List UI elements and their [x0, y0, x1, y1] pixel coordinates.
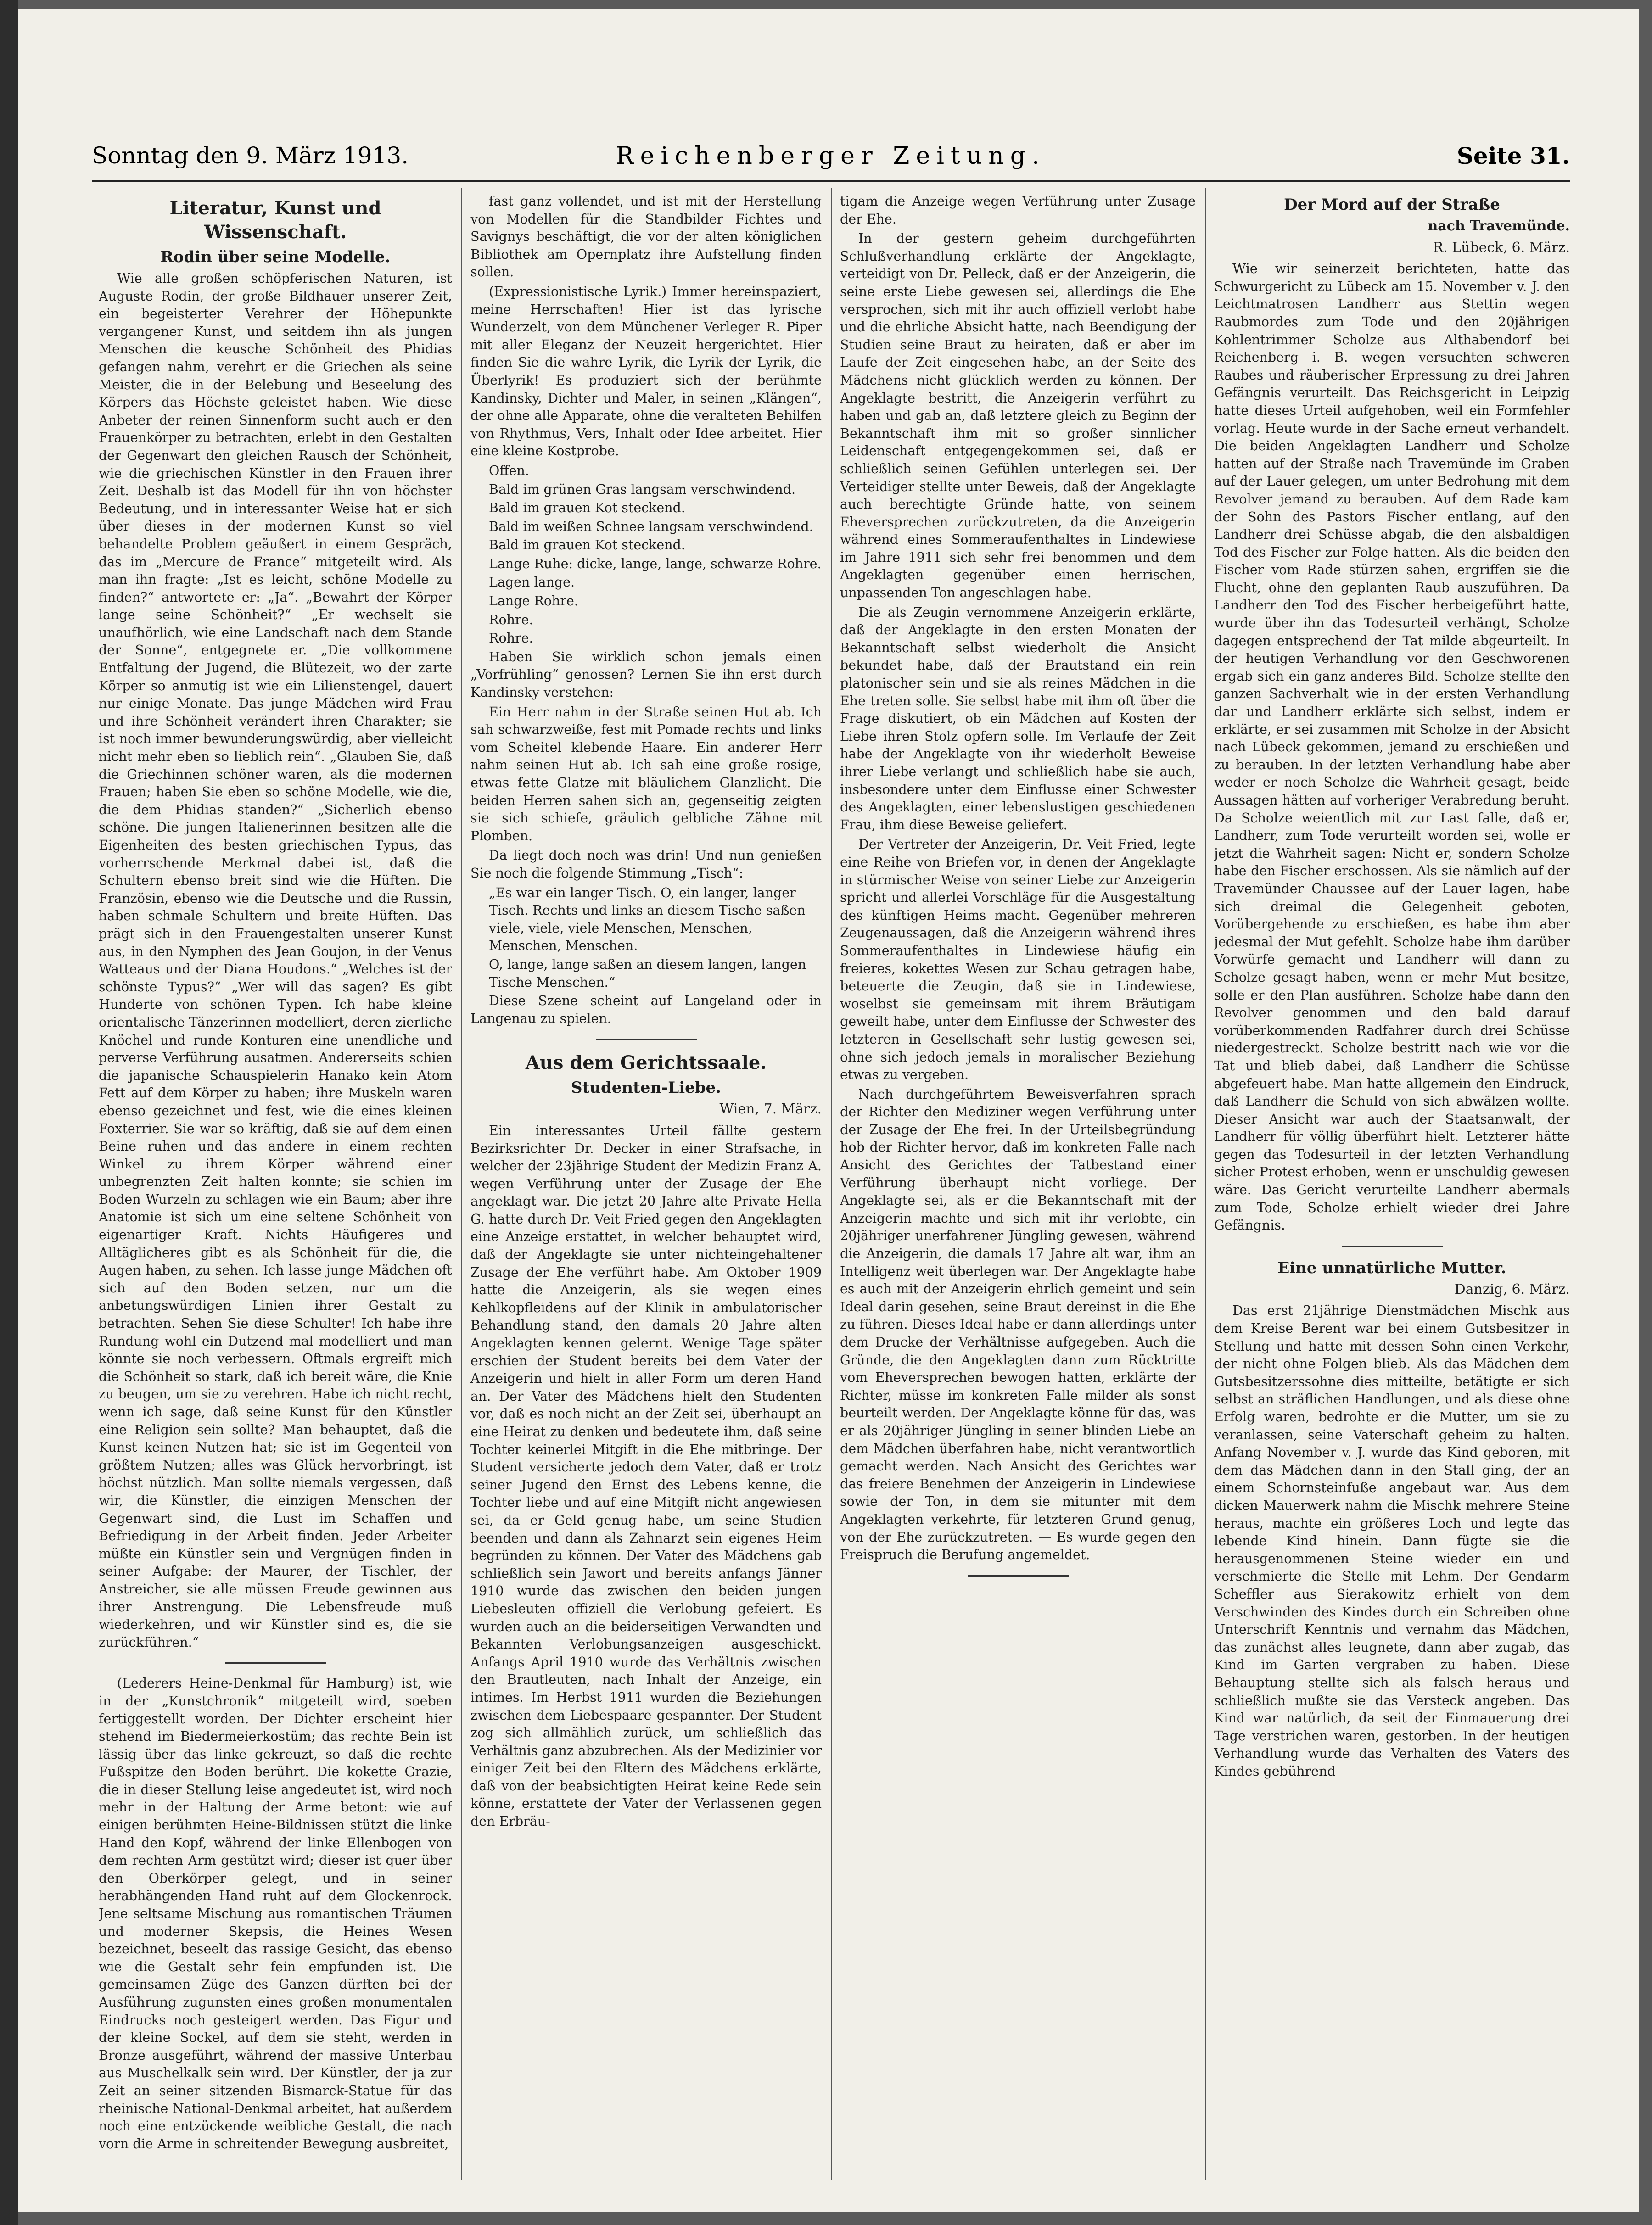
- article-text: Haben Sie wirklich schon jemals einen „Vorfrühling“ genossen? Lernen Sie ihn erst durch Kandinsky verstehen:: [470, 649, 822, 700]
- poem-line: Bald im weißen Schnee langsam verschwindend.: [489, 519, 813, 534]
- article-text: fast ganz vollendet, und ist mit der Herstellung von Modellen für die Standbilder Fichtes und Savignys beschäftigt, die vor der alten königlichen Bibliothek am Opernplatz ihre Aufstellung finden sollen.: [470, 194, 822, 280]
- article-text: Ein Herr nahm in der Straße seinen Hut ab. Ich sah schwarzweiße, fest mit Pomade rechts und links vom Scheitel klebende Haare. Ein anderer Herr nahm seinen Hut ab. Ich sah eine große rosige, etwas fette Glatze mit bläulichem Glanzlicht. Die beiden Herren sahen sich an, gegenseitig zeigten sie sich schiefe, gräulich gelbliche Zähne mit Plomben.: [470, 704, 822, 844]
- poem-line: „Es war ein langer Tisch. O, ein langer, langer Tisch. Rechts und links an diesem Tische saßen viele, viele, viele Menschen, Menschen, Menschen, Menschen.: [489, 885, 806, 954]
- article-dateline: Wien, 7. März.: [719, 1101, 822, 1118]
- article-text: Diese Szene scheint auf Langeland oder in Langenau zu spielen.: [470, 993, 822, 1026]
- poem-line: Bald im grauen Kot steckend.: [489, 537, 685, 553]
- column-4: [1214, 193, 1570, 2180]
- header-date: Sonntag den 9. März 1913.: [92, 142, 409, 169]
- article-dateline: Danzig, 6. März.: [1454, 1281, 1570, 1297]
- article-text: tigam die Anzeige wegen Verführung unter Zusage der Ehe.: [840, 194, 1196, 227]
- separator: [968, 1575, 1069, 1577]
- column-rule: [1205, 188, 1206, 2180]
- separator: [225, 1662, 326, 1664]
- article-text: Wie wir seinerzeit berichteten, hatte das Schwurgericht zu Lübeck am 15. November v. J. den Leichtmatrosen Landherr aus Stettin wegen Raubmordes zum Tode und den 20jährigen Kohlentrimmer Scholze aus Althabendorf bei Reichenberg i. B. wegen versuchten schweren Raubes und räuberischer Erpressung zu drei Jahren Gefängnis verurteilt. Das Reichsgericht in Leipzig hatte dieses Urteil aufgehoben, weil ein Formfehler vorlag. Heute wurde in der Sache erneut verhandelt. Die beiden Angeklagten Landherr und Scholze hatten auf der Straße nach Travemünde im Graben auf der Lauer gelegen, um unter Bedrohung mit dem Revolver jemand zu berauben. Auf dem Rade kam der Sohn des Pastors Fischer entlang, auf den Landherr drei Schüsse abgab, die den alsbaldigen Tod des Fischer zur Folge hatten. Als die beiden den Fischer vom Rade stürzen sahen, ergriffen sie die Flucht, ohne den geplanten Raub auszuführen. Da Landherr den Tod des Fischer herbeigeführt hatte, wurde über ihn das Todesurteil verhängt, Scholze dagegen entsprechend der Tat milde abgeurteilt. In der heutigen Verhandlung vor den Geschworenen ergab sich ein ganz anderes Bild. Scholze stellte den ganzen Sachverhalt wie in der ersten Verhandlung dar und Landherr erklärte sich selbst, indem er erklärte, er sei zusammen mit Scholze in der Absicht nach Lübeck gekommen, jemand zu erschießen und zu berauben. In der letzten Verhandlung habe aber weder er noch Scholze die Wahrheit gesagt, beide Aussagen hätten auf vorheriger Verabredung beruht. Da Scholze weientlich mit zur Last falle, daß er, Landherr, zum Tode verurteilt worden sei, wolle er jetzt die Wahrheit sagen: Nicht er, sondern Scholze habe den Fischer erschossen. Als sie nämlich auf der Travemünder Chaussee auf der Lauer lagen, habe sich dreimal die Gelegenheit geboten, Vorübergehende zu erschießen, es habe ihm aber jedesmal der Mut gefehlt. Scholze habe ihm darüber Vorwürfe gemacht und Landherr will dann zu Scholze gesagt haben, wenn er mehr Mut besitze, solle er den Plan ausführen. Scholze habe dann den Revolver genommen und den bald darauf vorüberkommenden Radfahrer durch drei Schüsse niedergestreckt. Scholze bestritt nach wie vor die Tat und blieb dabei, daß Landherr die Schüsse abgefeuert habe. Man hatte allgemein den Eindruck, daß Landherr die Schuld von sich abwälzen wollte. Dieser Ansicht war auch der Staatsanwalt, der Landherr für völlig überführt hielt. Letzterer hätte gegen das Todesurteil in der letzten Verhandlung sicher Protest erhoben, wenn er unschuldig gewesen wäre. Das Gericht verurteilte Landherr abermals zum Tode, Scholze erhielt wieder drei Jahre Gefängnis.: [1214, 261, 1570, 1233]
- article-title-rodin: Rodin über seine Modelle.: [160, 248, 391, 266]
- header-page-number: Seite 31.: [1456, 142, 1570, 169]
- poem-line: Lange Rohre.: [489, 593, 578, 609]
- article-text: Das erst 21jährige Dienstmädchen Mischk aus dem Kreise Berent war bei einem Gutsbesitzer in Stellung und hatte mit dessen Sohn einen Verkehr, der nicht ohne Folgen blieb. Als das Mädchen dem Gutsbesitzerssohne dies mitteilte, betätigte er sich selbst an sträflichen Handlungen, und als diese ohne Erfolg waren, bedrohte er die Mutter, um sie zu veranlassen, seine Vaterschaft geheim zu halten. Anfang November v. J. wurde das Kind geboren, mit dem das Mädchen dann in den Stall ging, der an einem Schornsteinfuße angebaut war. Aus dem dicken Mauerwerk nahm die Mischk mehrere Steine heraus, machte ein größeres Loch und legte das lebende Kind hinein. Dann fügte sie die herausgenommenen Steine wieder ein und verschmierte die Stelle mit Lehm. Der Gendarm Scheffler aus Sierakowitz erhielt von dem Verschwinden des Kindes durch ein Schreiben ohne Unterschrift Kenntnis und vernahm das Mädchen, das zunächst alles leugnete, dann aber zugab, das Kind im Garten vergraben zu haben. Diese Behauptung stellte sich als falsch heraus und schließlich mußte sie das Versteck angeben. Das Kind war natürlich, da seit der Einmauerung drei Tage verstrichen waren, gestorben. In der heutigen Verhandlung wurde das Verhalten des Vaters des Kindes gebührend: [1214, 1303, 1570, 1779]
- column-2: [470, 193, 822, 2180]
- article-text: Ein interessantes Urteil fällte gestern Bezirksrichter Dr. Decker in einer Strafsache, in welcher der 23jährige Student der Medizin Franz A. wegen Verführung unter der Zusage der Ehe angeklagt war. Die jetzt 20 Jahre alte Private Hella G. hatte durch Dr. Veit Fried gegen den Angeklagten eine Anzeige erstattet, in welcher behauptet wird, daß der Angeklagte sie unter nichteingehaltener Zusage der Ehe verführt habe. Am Oktober 1909 hatte die Anzeigerin, als sie wegen eines Kehlkopfleidens auf der Klinik in ambulatorischer Behandlung stand, den damals 20 Jahre alten Angeklagten kennen gelernt. Wenige Tage später erschien der Student bereits bei dem Vater der Anzeigerin und hielt in aller Form um deren Hand an. Der Vater des Mädchens hielt den Studenten vor, daß es noch nicht an der Zeit sei, überhaupt an eine Heirat zu denken und bedeutete ihm, daß seine Tochter keinerlei Mitgift in die Ehe mitbringe. Der Student versicherte jedoch dem Vater, daß er trotz seiner Jugend den Ernst des Lebens kenne, die Tochter liebe und auf eine Mitgift nicht angewiesen sei, da er Geld genug habe, um seine Studien beenden und dann als Zahnarzt sein eigenes Heim begründen zu können. Der Vater des Mädchens gab schließlich sein Jawort und bereits anfangs Jänner 1910 wurde das zwischen den beiden jungen Liebesleuten offiziell die Verlobung gefeiert. Es wurden auch an die beiderseitigen Verwandten und Bekannten Verlobungsanzeigen ausgeschickt. Anfangs April 1910 wurde das Verhältnis zwischen den Brautleuten, nach Inhalt der Anzeige, ein intimes. Im Herbst 1911 wurden die Beziehungen zwischen dem Liebespaare gespannter. Der Student zog sich allmählich zurück, um schließlich das Verhältnis ganz abzubrechen. Als der Medizinier vor einiger Zeit bei den Eltern des Mädchens erklärte, daß von der beabsichtigten Heirat keine Rede sein könne, erstattete der Vater der Verlassenen gegen den Erbräu-: [470, 1123, 822, 1829]
- poem-line: Rohre.: [489, 631, 533, 646]
- article-title-mord: Der Mord auf der Straße: [1284, 196, 1500, 214]
- article-text: Wie alle großen schöpferischen Naturen, ist Auguste Rodin, der große Bildhauer unserer Zeit, ein begeisterter Verehrer der Höhepunkte vergangener Kunst, und seitdem ihn als jungen Menschen die keusche Schönheit des Phidias gefangen nahm, verehrt er die Griechen als seine Meister, die in der Belebung und Beseelung des Körpers das Höchste geleistet haben. Wie diese Anbeter der reinen Sinnenform sucht auch er den Frauenkörper zu betrachten, erlebt in den Gestalten der Gegenwart den gleichen Rausch der Schönheit, wie die griechischen Künstler in den Frauen ihrer Zeit. Deshalb ist das Modell für ihn von höchster Bedeutung, und in interessanter Weise hat er sich über dieses in der modernen Kunst so viel behandelte Problem geäußert in einem Gespräch, das im „Mercure de France“ mitgeteilt wird. Als man ihn fragte: „Ist es leicht, schöne Modelle zu finden?“ antwortete er: „Ja“. „Bewahrt der Körper lange seine Schönheit?“ „Er wechselt sie unaufhörlich, wie eine Landschaft nach dem Stande der Sonne“, entgegnete er. „Die vollkommene Entfaltung der Jugend, die Blütezeit, wo der zarte Körper so anmutig ist wie ein Lilienstengel, dauert nur einige Monate. Das junge Mädchen wird Frau und ihre Schönheit verändert ihren Charakter; sie ist noch immer bewunderungswürdig, aber vielleicht nicht mehr eben so lieblich rein“. „Glauben Sie, daß die Griechinnen schöner waren, als die modernen Frauen; haben Sie eben so schöne Modelle, wie die, die dem Phidias standen?“ „Sicherlich ebenso schöne. Die jungen Italienerinnen besitzen alle die Eigenheiten des besten griechischen Typus, das vorherrschende Merkmal dabei ist, daß die Schultern ebenso breit sind wie die Hüften. Die Französin, ebenso wie die Deutsche und die Russin, haben schmale Schultern und breite Hüften. Das prägt sich in den Frauengestalten unserer Kunst aus, in den Nymphen des Jean Goujon, in der Venus Watteaus und der Diana Houdons.“ „Welches ist der schönste Typus?“ „Wer will das sagen? Es gibt Hunderte von schönen Typen. Ich habe kleine orientalische Tänzerinnen modelliert, deren zierliche Knöchel und runde Konturen eine unendliche und perverse Verführung ausatmen. Andererseits schien die japanische Schauspielerin Hanako kein Atom Fett auf dem Körper zu haben; ihre Muskeln waren ebenso gezeichnet und fest, wie die eines kleinen Foxterrier. Sie war so kräftig, daß sie auf dem einen Beine ruhen und das andere in einem rechten Winkel zu ihrem Körper während einer unbegrenzten Zeit halten konnte; sie schien im Boden Wurzeln zu schlagen wie ein Baum; aber ihre Anatomie ist sich um eine seltene Schönheit von eigenartiger Kraft. Nichts Häufigeres und Alltäglicheres gibt es als Schönheit für die, die Augen haben, zu sehen. Ich lasse junge Mädchen oft sich auf den Boden setzen, nur um die anbetungswürdigen Linien ihrer Gestalt zu betrachten. Sehen Sie diese Schulter! Ich habe ihre Rundung wohl ein Dutzend mal modelliert und man könnte sie noch verbessern. Oftmals ergreift mich die Schönheit so stark, daß ich bereit wäre, die Knie zu beugen, um sie zu verehren. Habe ich nicht recht, wenn ich sage, daß seine Kunst für den Künstler eine Religion sein sollte? Man behauptet, daß die Kunst keinen Nutzen hat; sie ist im Gegenteil von größtem Nutzen; alles was Glück hervorbringt, ist höchst nützlich. Man sollte niemals vergessen, daß wir, die Künstler, die einzigen Menschen der Gegenwart sind, die Lust im Schaffen und Befriedigung in der Arbeit finden. Jeder Arbeiter müßte ein Künstler sein und Vergnügen finden in seiner Aufgabe: der Maurer, der Tischler, der Anstreicher, sie alle müssen Freude gewinnen aus ihrer Anstrengung. Die Lebensfreude muß wiederkehren, und wir Künstler sind es, die sie zurückführen.“: [99, 271, 452, 1650]
- column-1: [99, 193, 452, 2180]
- article-text: Da liegt doch noch was drin! Und nun genießen Sie noch die folgende Stimmung „Tisch“:: [470, 848, 822, 881]
- header-newspaper-title: Reichenberger Zeitung.: [616, 142, 1046, 170]
- column-rule: [461, 188, 462, 2180]
- article-text: Nach durchgeführtem Beweisverfahren sprach der Richter den Mediziner wegen Verführung unter der Zusage der Ehe frei. In der Urteilsbegründung hob der Richter hervor, daß im konkreten Falle nach Ansicht des Gerichtes der Tatbestand einer Verführung überhaupt nicht vorliege. Der Angeklagte sei, als er die Bekanntschaft mit der Anzeigerin machte und sich mit ihr verlobte, ein 20jähriger unerfahrener Jüngling gewesen, während die Anzeigerin, die damals 17 Jahre alt war, ihm an Intelligenz weit überlegen war. Der Angeklagte habe es auch mit der Anzeigerin ehrlich gemeint und sein Ideal darin gesehen, seine Braut dereinst in die Ehe zu führen. Dieses Ideal habe er dann allerdings unter dem Drucke der Verhältnisse aufgegeben. Auch die Gründe, die den Angeklagten dann zum Rücktritte vom Eheversprechen bewogen hatten, erklärte der Richter, müsse im konkreten Falle milder als sonst beurteilt werden. Der Angeklagte könne für das, was er als 20jähriger Jüngling in seiner blinden Liebe an dem Mädchen überfahren habe, nicht verantwortlich gemacht werden. Nach Ansicht des Gerichtes war das freiere Benehmen der Anzeigerin in Lindewiese sowie der Ton, in dem sie mitunter mit dem Angeklagten verkehrte, für letzteren Grund genug, von der Ehe zurückzutreten. — Es wurde gegen den Freispruch die Berufung angemeldet.: [840, 1086, 1196, 1563]
- article-text: (Expressionistische Lyrik.) Immer hereinspaziert, meine Herrschaften! Hier ist das lyrische Wunderzelt, von dem Münchener Verleger R. Piper mit aller Eleganz der Neuzeit hergerichtet. Hier finden Sie die wahre Lyrik, die Lyrik der Lyrik, die Überlyrik! Es produziert sich der berühmte Kandinsky, Dichter und Maler, in seinen „Klängen“, der ohne alle Apparate, ohne die veralteten Behilfen von Rhythmus, Vers, Inhalt oder Idee arbeitet. Hier eine kleine Kostprobe.: [470, 284, 822, 459]
- page-header: [92, 138, 1570, 179]
- poem-line: Bald im grauen Kot steckend.: [489, 500, 685, 516]
- poem-line: Rohre.: [489, 612, 533, 627]
- poem-line: Lange Ruhe: dicke, lange, lange, schwarze Rohre.: [489, 556, 822, 571]
- section-heading-literature: Literatur, Kunst und Wissenschaft.: [169, 197, 381, 243]
- article-text: Die als Zeugin vernommene Anzeigerin erklärte, daß der Angeklagte in den ersten Monaten der Bekanntschaft selbst wiederholt die Ansicht bekundet habe, daß der Brautstand ein rein platonischer sein und sie als reines Mädchen in die Ehe treten solle. Sie selbst habe mit ihm oft über die Frage diskutiert, ob ein Mädchen auf Kosten der Liebe ihren Stolz opfern solle. Im Verlaufe der Zeit habe der Angeklagte von ihr wiederholt Beweise ihrer Liebe verlangt und schließlich habe sie auch, insbesondere unter dem Einflusse einer Schwester des Angeklagten, einer lebenslustigen geschiedenen Frau, ihm diese Beweise geliefert.: [840, 604, 1196, 833]
- column-3: [840, 193, 1196, 2180]
- header-rule: [92, 180, 1570, 182]
- article-text: In der gestern geheim durchgeführten Schlußverhandlung erklärte der Angeklagte, verteidigt von Dr. Pelleck, daß er der Anzeigerin, die seine erste Liebe gewesen sei, allerdings die Ehe versprochen, sich mit ihr auch offiziell verlobt habe und die ehrliche Absicht hatte, nach Beendigung der Studien seine Braut zu heiraten, daß er aber im Laufe der Zeit eingesehen habe, an der Seite des Mädchens nicht glücklich werden zu können. Der Angeklagte bestritt, die Anzeigerin verführt zu haben und gab an, daß letztere gleich zu Beginn der Bekanntschaft ihm mit so großer sinnlicher Leidenschaft entgegengekommen sei, daß er schließlich seinen Gefühlen unterlegen sei. Der Verteidiger stellte unter Beweis, daß der Angeklagte auch berechtigte Gründe hatte, von seinem Eheversprechen zurückzutreten, da die Anzeigerin während eines Sommeraufenthaltes in Lindewiese im Jahre 1911 sich sehr frei benommen und dem Angeklagten gegenüber einen herrischen, unpassenden Ton angeschlagen habe.: [840, 231, 1196, 601]
- article-text: (Lederers Heine-Denkmal für Hamburg) ist, wie in der „Kunstchronik“ mitgeteilt wird, soeben fertiggestellt worden. Der Dichter erscheint hier stehend im Biedermeierkostüm; das rechte Bein ist lässig über das linke gekreuzt, so daß die rechte Fußspitze den Boden berührt. Die kokette Grazie, die in dieser Stellung leise angedeutet ist, wird noch mehr in der Haltung der Arme betont: wie auf einigen berühmten Heine-Bildnissen stützt die linke Hand den Kopf, während der linke Ellenbogen von dem rechten Arm gestützt wird; dieser ist quer über den Oberkörper gelegt, und in seiner herabhängenden Hand ruht auf dem Glockenrock. Jene seltsame Mischung aus romantischen Träumen und moderner Skepsis, die Heines Wesen bezeichnet, beseelt das rassige Gesicht, das ebenso wie die Gestalt sehr fein empfunden ist. Die gemeinsamen Züge des Ganzen dürften bei der Ausführung zugunsten eines großen monumentalen Eindrucks noch gesteigert werden. Das Figur und der kleine Sockel, auf dem sie steht, werden in Bronze ausgeführt, während der massive Unterbau aus Muschelkalk sein wird. Der Künstler, der ja zur Zeit an seiner sitzenden Bismarck-Statue für das rheinische National-Denkmal arbeitet, hat außerdem noch eine entzückende weibliche Gestalt, die nach vorn die Arme in schreitender Bewegung ausbreitet,: [99, 1676, 452, 2152]
- section-heading-court: Aus dem Gerichtssaale.: [525, 1052, 767, 1074]
- poem-line: Lagen lange.: [489, 575, 575, 590]
- article-title-mord-line2: nach Travemünde.: [1428, 218, 1570, 234]
- article-text: Der Vertreter der Anzeigerin, Dr. Veit Fried, legte eine Reihe von Briefen vor, in denen der Angeklagte in stürmischer Weise von seiner Liebe zur Anzeigerin spricht und allerlei Vorschläge für die Ausgestaltung des künftigen Heims macht. Gegenüber mehreren Zeugenaussagen, daß die Anzeigerin während ihres Sommeraufenthaltes in Lindewiese häufig ein freieres, kokettes Wesen zur Schau getragen habe, beteuerte die Zeugin, daß sie in Lindewiese, woselbst sie gemeinsam mit ihrem Bräutigam geweilt habe, unter dem Einflusse der Schwester des letzteren in Gesellschaft sehr lustig gewesen sei, ohne sich jedoch jemals in moralischer Beziehung etwas zu vergeben.: [840, 837, 1196, 1083]
- separator: [596, 1039, 697, 1040]
- poem-line: O, lange, lange saßen an diesem langen, langen Tische Menschen.“: [489, 956, 806, 990]
- article-dateline: R. Lübeck, 6. März.: [1433, 239, 1570, 256]
- page-left-edge: [0, 0, 18, 2225]
- separator: [1342, 1246, 1443, 1247]
- poem-line: Bald im grünen Gras langsam verschwindend.: [489, 481, 796, 497]
- column-rule: [831, 188, 832, 2180]
- article-title-studenten-liebe: Studenten-Liebe.: [571, 1079, 721, 1097]
- poem-line: Offen.: [489, 463, 529, 478]
- article-title-mutter: Eine unnatürliche Mutter.: [1277, 1258, 1506, 1277]
